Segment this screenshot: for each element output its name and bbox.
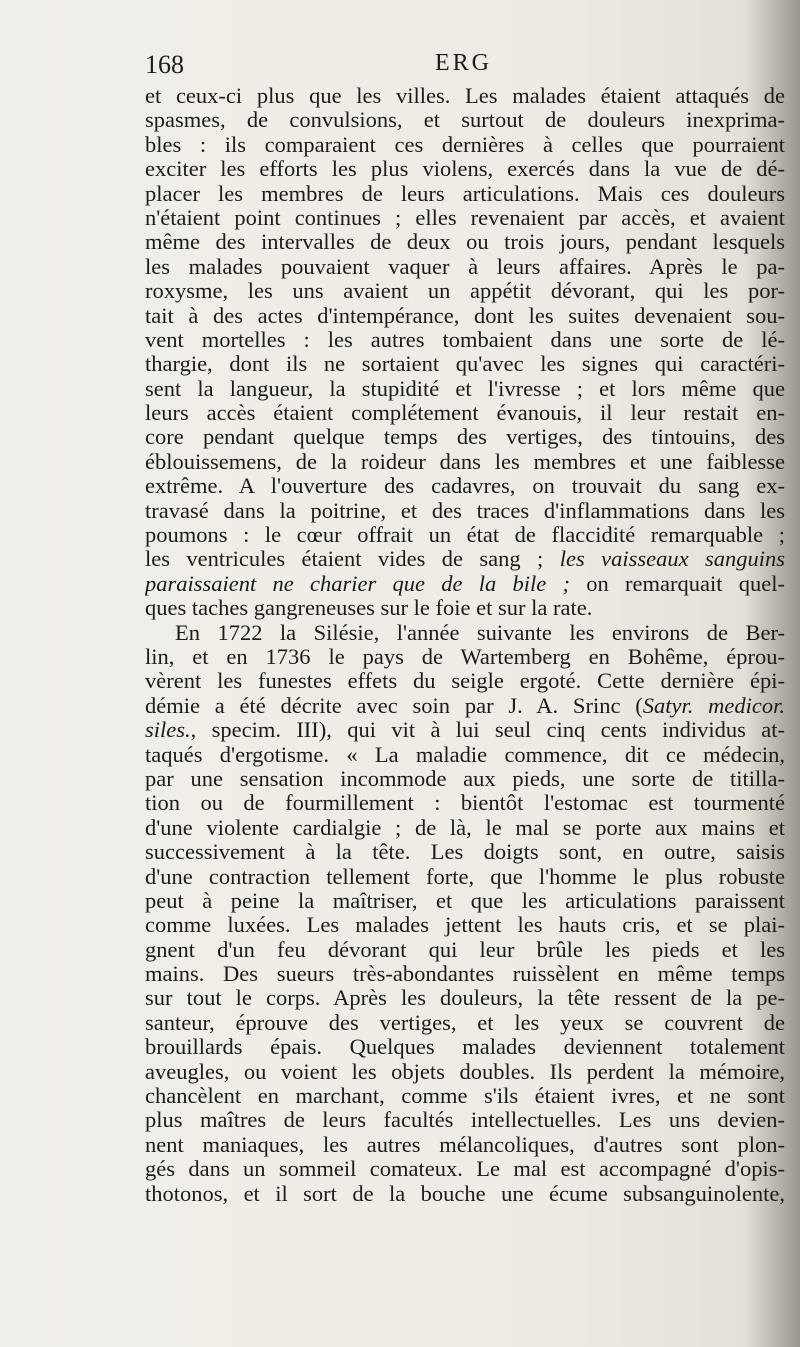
text-line [145,718,785,742]
text-line [145,986,785,1010]
body-text [145,84,785,1206]
text-run: d'une violente cardialgie ; de là, le mal se porte aux mains et [145,815,785,840]
text-line [145,865,785,889]
page-header [145,50,785,84]
text-line [145,206,785,230]
text-line [145,547,785,571]
text-line [145,499,785,523]
text-line [145,328,785,352]
text-run: taqués d'ergotisme. « La maladie commence, dit ce médecin, [145,742,785,767]
text-line [145,304,785,328]
text-line [145,645,785,669]
text-line [145,621,785,645]
text-run: successivement à la tête. Les doigts sont, en outre, saisis [145,840,785,865]
text-run: éblouissemens, de la roideur dans les membres et une faiblesse [145,449,785,474]
text-run: vent mortelles : les autres tombaient dans une sorte de lé- [145,327,785,352]
text-run: core pendant quelque temps des vertiges, des tintouins, des [145,425,785,450]
text-line [145,816,785,840]
text-run: sur tout le corps. Après les douleurs, la tête ressent de la pe- [145,986,785,1011]
text-run: aveugles, ou voient les objets doubles. Ils perdent la mémoire, [145,1059,785,1084]
text-line [145,230,785,254]
text-run: travasé dans la poitrine, et des traces d'inflammations dans les [145,498,785,523]
text-line [145,157,785,181]
text-run: spasmes, de convulsions, et surtout de douleurs inexprima- [145,108,785,133]
text-line [145,474,785,498]
italic-text: Satyr. medicor. [642,693,785,718]
text-run: roxysme, les uns avaient un appétit dévorant, qui les por- [145,279,785,304]
text-run: on remarquait quel- [570,571,785,596]
italic-text: les vaisseaux sanguins [559,547,785,572]
text-run: leurs accès étaient complétement évanouis, il leur restait en- [145,401,785,426]
text-line [145,913,785,937]
text-line [145,377,785,401]
text-line [145,962,785,986]
text-run: bles : ils comparaient ces dernières à celles que pourraient [145,132,785,157]
text-run: les ventricules étaient vides de sang ; [145,547,560,572]
text-line [145,182,785,206]
italic-text: paraissaient ne charier que de la bile ; [145,571,571,596]
text-run: et ceux-ci plus que les villes. Les malades étaient attaqués de [145,84,785,108]
text-run: chancèlent en marchant, comme s'ils étaient ivres, et ne sont [145,1084,785,1109]
text-run: mains. Des sueurs très-abondantes ruissèlent en même temps [145,962,785,987]
text-run: placer les membres de leurs articulations. Mais ces douleurs [145,181,785,206]
text-line [145,450,785,474]
text-run: gnent d'un feu dévorant qui leur brûle les pieds et les [145,937,785,962]
text-line [145,669,785,693]
text-run: vèrent les funestes effets du seigle ergoté. Cette dernière épi- [145,669,785,694]
text-run: d'une contraction tellement forte, que l'homme le plus robuste [145,864,785,889]
text-run: sent la langueur, la stupidité et l'ivresse ; et lors même que [145,376,785,401]
text-line [145,1108,785,1132]
text-line [145,425,785,449]
text-line [145,572,785,596]
text-run: même des intervalles de deux ou trois jours, pendant lesquels [145,230,785,255]
text-run: comme luxées. Les malades jettent les hauts cris, et se plai- [145,913,785,938]
text-run: santeur, éprouve des vertiges, et les yeux se couvrent de [145,1010,785,1035]
text-line [145,767,785,791]
text-run: plus maîtres de leurs facultés intellectuelles. Les uns devien- [145,1108,785,1133]
text-run: brouillards épais. Quelques malades deviennent totalement [145,1035,785,1060]
text-run: gés dans un sommeil comateux. Le mal est accompagné d'opis- [145,1157,785,1182]
text-run: thargie, dont ils ne sortaient qu'avec les signes qui caractéri- [145,352,785,377]
text-line [145,133,785,157]
text-run: poumons : le cœur offrait un état de flaccidité remarquable ; [145,523,785,548]
text-line [145,938,785,962]
text-run: tait à des actes d'intempérance, dont les suites devenaient sou- [145,303,785,328]
text-run: tion ou de fourmillement : bientôt l'estomac est tourmenté [145,791,785,816]
text-run: n'étaient point continues ; elles revenaient par accès, et avaient [145,205,785,230]
text-line [145,840,785,864]
text-run: extrême. A l'ouverture des cadavres, on trouvait du sang ex- [145,474,785,499]
italic-text: siles. [145,718,191,743]
text-run: démie a été décrite avec soin par J. A. Srinc ( [145,693,643,718]
text-line [145,352,785,376]
text-run: nent maniaques, les autres mélancoliques, d'autres sont plon- [145,1132,785,1157]
page-number: 168 [145,50,184,79]
text-line [145,1133,785,1157]
text-run: exciter les efforts les plus violens, exercés dans la vue de dé- [145,157,785,182]
text-run: les malades pouvaient vaquer à leurs affaires. Après le pa- [145,254,785,279]
running-head: ERG [435,50,492,76]
text-line [145,1084,785,1108]
text-line [145,255,785,279]
text-run: thotonos, et il sort de la bouche une écume subsanguinolente, [145,1181,785,1206]
text-line [145,1035,785,1059]
text-run: ques taches gangreneuses sur le foie et sur la rate. [145,596,593,621]
text-line [145,108,785,132]
text-line [145,401,785,425]
text-line [145,84,785,108]
text-run: , specim. III), qui vit à lui seul cinq cents individus at- [190,718,785,743]
text-line [145,279,785,303]
text-line [145,694,785,718]
text-line [145,1157,785,1181]
text-line [145,523,785,547]
text-line [145,889,785,913]
text-line [145,791,785,815]
text-line [145,596,785,620]
text-run: peut à peine la maîtriser, et que les articulations paraissent [145,888,785,913]
text-run: lin, et en 1736 le pays de Wartemberg en Bohême, éprou- [145,644,785,669]
text-run: par une sensation incommode aux pieds, une sorte de titilla- [145,766,785,791]
text-line [145,1182,785,1206]
text-run: En 1722 la Silésie, l'année suivante les environs de Ber- [175,620,785,645]
text-line [145,1011,785,1035]
text-line [145,743,785,767]
text-line [145,1060,785,1084]
